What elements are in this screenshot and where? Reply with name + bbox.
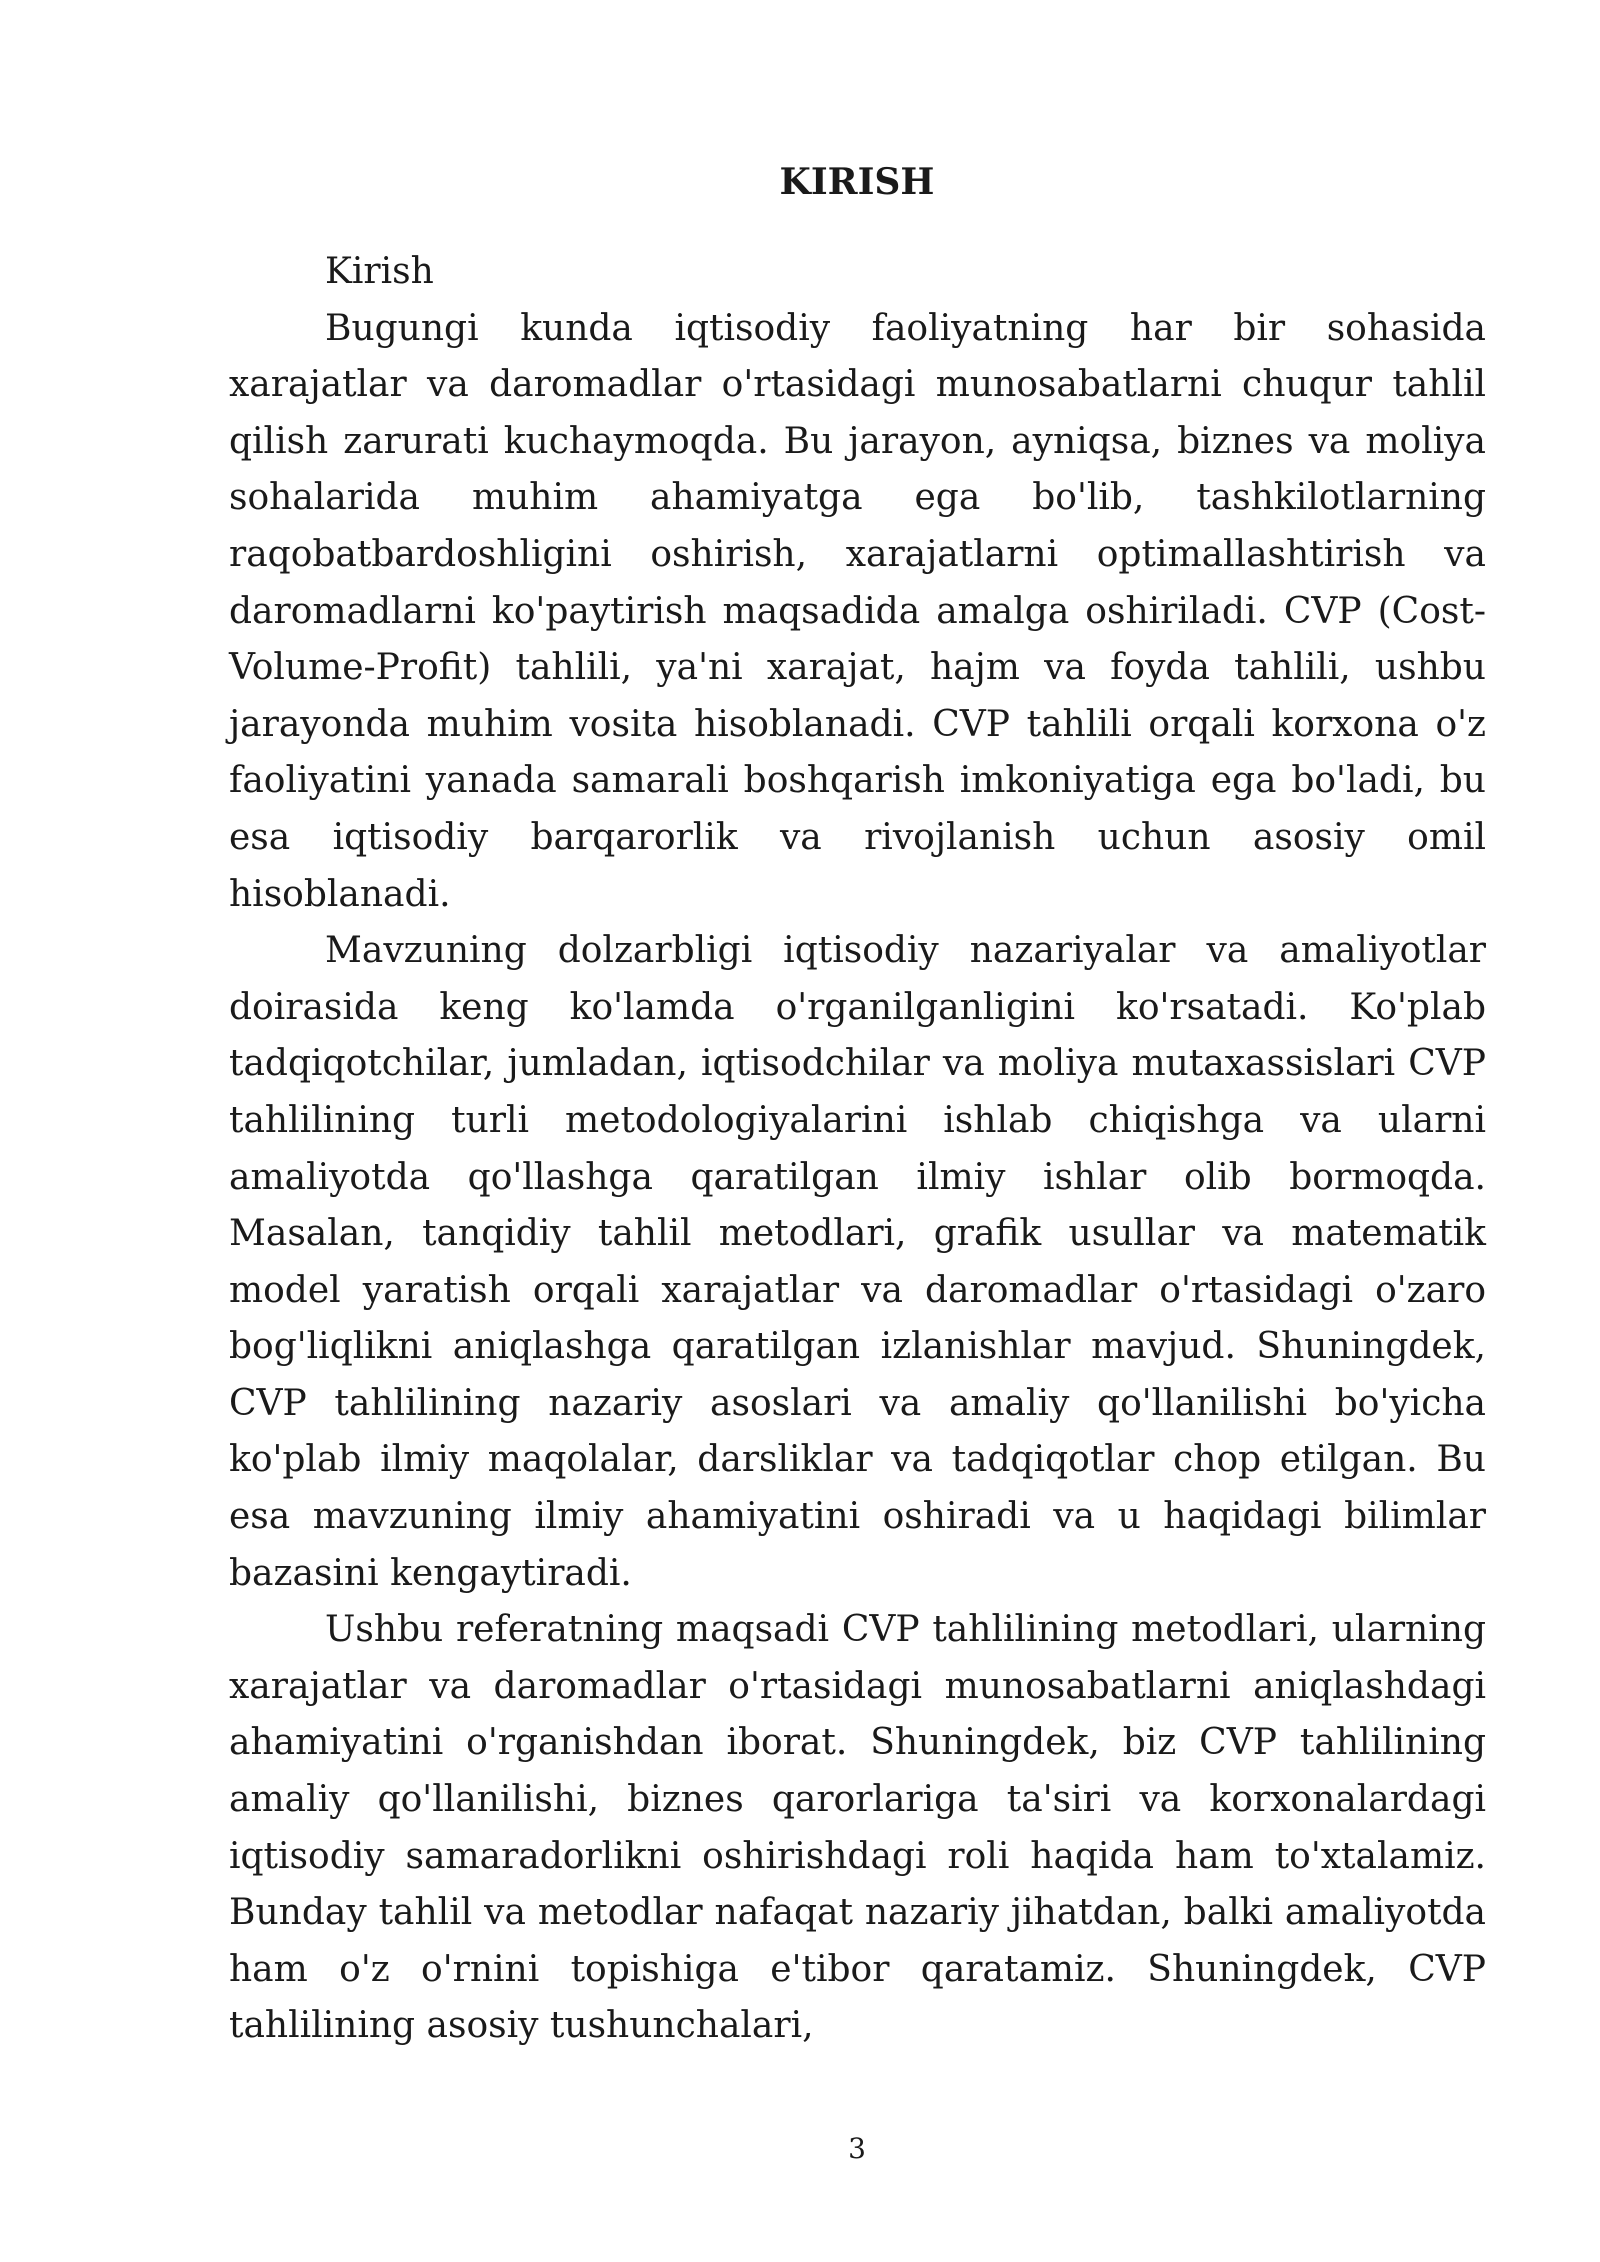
page-heading: KIRISH bbox=[779, 161, 935, 203]
paragraph: Bugungi kunda iqtisodiy faoliyatning har bir sohasida xarajatlar va daromadlar o'rtasidagi munosabatlarni chuqur tahlil qilish zarurati kuchaymoqda. Bu jarayon, ayniqsa, biznes va moliya sohalarida muhim ahamiyatga ega bo'lib, tashkilotlarning raqobatbardoshligini oshirish, xarajatlarni optimallashtirish va daromadlarni ko'paytirish maqsadida amalga oshiriladi. CVP (Cost-Volume-Profit) tahlili, ya'ni xarajat, hajm va foyda tahlili, ushbu jarayonda muhim vosita hisoblanadi. CVP tahlili orqali korxona o'z faoliyatini yanada samarali boshqarish imkoniyatiga ega bo'ladi, bu esa iqtisodiy barqarorlik va rivojlanish uchun asosiy omil hisoblanadi. bbox=[229, 307, 1486, 915]
page-number: 3 bbox=[848, 2132, 866, 2165]
paragraph: Ushbu referatning maqsadi CVP tahlilining metodlari, ularning xarajatlar va daromadlar o'rtasidagi munosabatlarni aniqlashdagi ahamiyatini o'rganishdan iborat. Shuningdek, biz CVP tahlilining amaliy qo'llanilishi, biznes qarorlariga ta'siri va korxonalardagi iqtisodiy samaradorlikni oshirishdagi roli haqida ham to'xtalamiz. Bunday tahlil va metodlar nafaqat nazariy jihatdan, balki amaliyotda ham o'z o'rnini topishiga e'tibor qaratamiz. Shuningdek, CVP tahlilining asosiy tushunchalari, bbox=[229, 1609, 1486, 2047]
body-text bbox=[229, 244, 1486, 2055]
paragraph: Mavzuning dolzarbligi iqtisodiy nazariyalar va amaliyotlar doirasida keng ko'lamda o'rganilganligini ko'rsatadi. Ko'plab tadqiqotchilar, jumladan, iqtisodchilar va moliya mutaxassislari CVP tahlilining turli metodologiyalarini ishlab chiqishga va ularni amaliyotda qo'llashga qaratilgan ilmiy ishlar olib bormoqda. Masalan, tanqidiy tahlil metodlari, grafik usullar va matematik model yaratish orqali xarajatlar va daromadlar o'rtasidagi o'zaro bog'liqlikni aniqlashga qaratilgan izlanishlar mavjud. Shuningdek, CVP tahlilining nazariy asoslari va amaliy qo'llanilishi bo'yicha ko'plab ilmiy maqolalar, darsliklar va tadqiqotlar chop etilgan. Bu esa mavzuning ilmiy ahamiyatini oshiradi va u haqidagi bilimlar bazasini kengaytiradi. bbox=[229, 930, 1486, 1594]
paragraph-subheading: Kirish bbox=[325, 251, 434, 292]
